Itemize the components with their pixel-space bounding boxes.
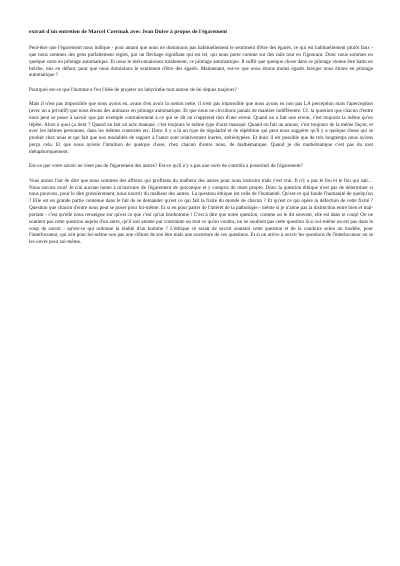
paragraph-4: Est-ce que votre savoir ne vient pas de l'égarement des autres? Est-ce qu'il n'y a pas une sorte de contrôle a posteriori de l'égarement? (29, 163, 303, 170)
paragraph-2: Pourquoi est-ce que l'homme a l'eu l'idée de projeter un labyrinthe tout autour de lui depuis toujours? (29, 86, 237, 93)
paragraph-1: Peut-être que l'égarement nous indique - pour autant que nous ne dominions pas habituellement le sentiment d'être des égarés, ce qui est habituellement plutôt faux - que nous sommes des gens parfaitement réglés, par un fléchage signifiant qui est tel, qui nous porte comme sur des rails tout en l'ignorant. Donc nous sommes en quelque sorte en pilotage automatique. Et nous le méconnaissons totalement, ce pilotage automatique. Il suffit que quelque chose dans ce pilotage vienne être battu en brèche, mis en défaut, pour que nous dominions le sentiment d'être des égarés. Maintenant, est-ce que nous étions moins égarés lorsque nous étions en pilotage automatique ? (29, 45, 373, 79)
document-page (29, 29, 373, 254)
document-title: extrait d'un entretien de Marcel Czermak avec Jean Duive à propos de l'égarement (29, 29, 228, 35)
paragraph-5: Vous auriez l'air de dire que nous sommes des affreux qui profitons du malheur des autres pour nous instruire mais c'est vrai. Il n'y a pas le fou et le fou qui sait… Nous savons tous! Je n'ai aucune honte à m'instruire de l'égarement de quiconque et y compris du mien propre. Donc la question éthique n'est pas de déterminer si nous pouvons, pour le dire grossièrement, nous nourrir du malheur des autres. La question éthique est celle de l'humanité. Qu'est-ce qui fonde l'humanité de quelqu'un ? Elle est en grande partie contenue dans le fait de se demander qu'est ce qui fait la fixité du monde de chacun ? Et qu'est ce qui opère la défection de cette fixité ? Question que chacun d'entre nous peut se poser pour lui-même. Et si en pour parler de l'intérêt de la pathologie - même si je n'aime pas la distinction entre bien et mal-portant - c'est qu'elle nous renseigne sur qu'est ce que c'est qu'un bonhomme ! C'est à dire que notre question, comme on le dit souvent, elle est dans le coup! On ne soutient pas cette question auprès d'un autre, qu'il soit amené par contrainte ou tout ce qu'on voudra, on ne soutient pas cette question là si soi-même on est pas dans le coup de savoir : qu'est-ce qui ordonne la réalité d'un homme ? L'éthique ce serait de savoir soutenir cette question et de la conduire selon un modèle, pour l'interlocuteur, qui soit pour lui-même non pas une clôture de son être mais une ouverture de ces questions. Et si on arrive à ouvrir les questions de l'interlocuteur on se les ouvre pour soi-même. (29, 177, 373, 246)
paragraph-3: Mais il n'est pas impossible que nous ayons eu, avant d'en avoir la notion nette, il n'est pas impossible que nous ayons eu non pas LA perception mais l'aperception (avec un a privatif) que nous étions des animaux en pilotage automatique. Et que nous ne circulions jamais de manière indifférente. Cf. la question que chacun d'entre nous peut se poser à savoir que par exemple contrairement à ce qui se dit on n'apprend rien d'une erreur. Quand on a fait une erreur, c'est toujours la même qu'on répète. Alors à quoi ça tient ? Quand on fait un acte manqué, c'est toujours le même type d'acte manqué. Quand on fait un amour, c'est toujours de la même façon, et avec les mêmes personnes, dans les mêmes contextes etc. Donc il y a là un type de régularité et de répétition qui peut nous suggérer qu'il y a quelque chose qui se produit chez nous et qui fait que nos modalités de rapport à l'autre sont relativement inertes, stéréotypées. Et donc il est possible que de très longtemps nous ayions perçu cela. Et que nous ayions l'intuition de quelque chose, chez chacun d'entre nous, de mathématique. Quand je dis mathématique c'est pas du tout métaphoriquement. (29, 101, 373, 155)
